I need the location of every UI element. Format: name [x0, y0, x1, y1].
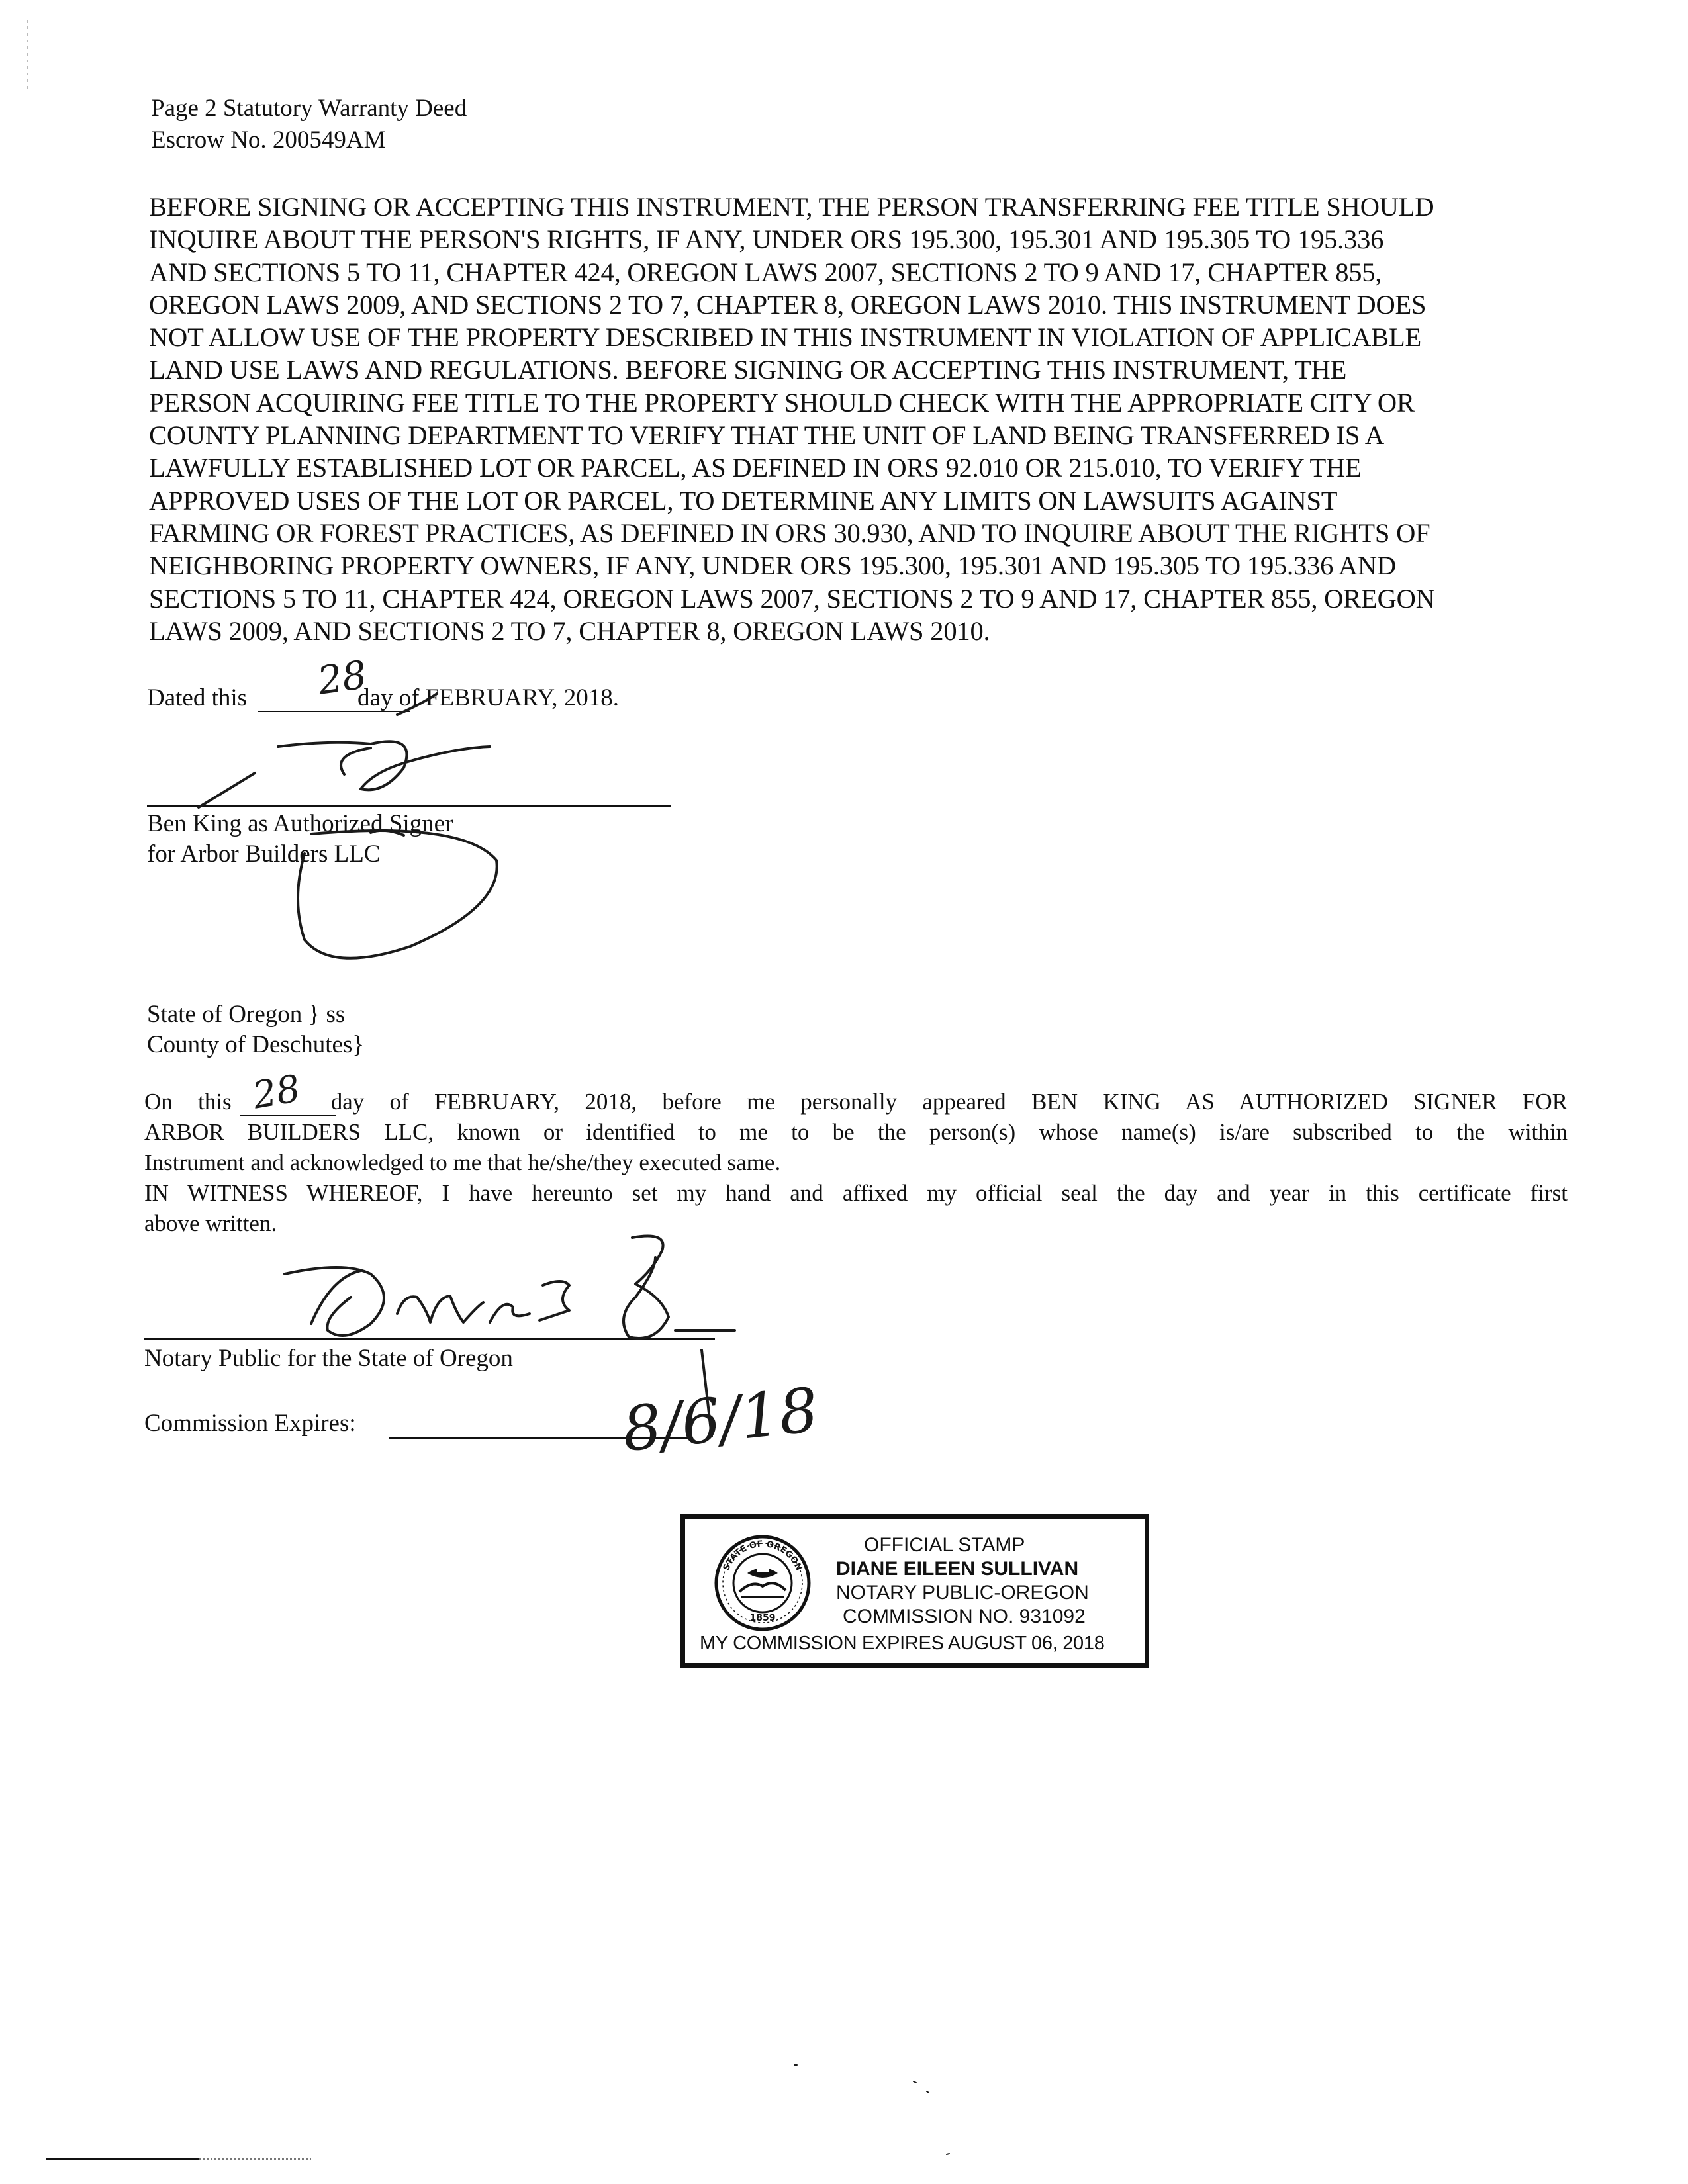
ben-signature-stroke [361, 741, 490, 790]
ack-line-4: IN WITNESS WHEREOF, I have hereunto set my hand and affixed my official seal the day and year in this certificate first [144, 1180, 1568, 1206]
statute-line: LAWFULLY ESTABLISHED LOT OR PARCEL, AS DEFINED IN ORS 92.010 OR 215.010, TO VERIFY THE [149, 453, 1362, 483]
signer-entity: for Arbor Builders LLC [147, 841, 381, 868]
statute-line: APPROVED USES OF THE LOT OR PARCEL, TO DETERMINE ANY LIMITS ON LAWSUITS AGAINST [149, 485, 1338, 516]
statute-line: OREGON LAWS 2009, AND SECTIONS 2 TO 7, CHAPTER 8, OREGON LAWS 2010. THIS INSTRUMENT DOES [149, 289, 1427, 320]
statute-line: AND SECTIONS 5 TO 11, CHAPTER 424, OREGON LAWS 2007, SECTIONS 2 TO 9 AND 17, CHAPTER 855, [149, 257, 1382, 287]
statute-line: LAND USE LAWS AND REGULATIONS. BEFORE SIGNING OR ACCEPTING THIS INSTRUMENT, THE [149, 355, 1347, 385]
stamp-role: NOTARY PUBLIC-OREGON [836, 1582, 1089, 1604]
official-stamp [680, 1514, 1149, 1668]
escrow-number: Escrow No. 200549AM [151, 126, 386, 154]
statute-line: PERSON ACQUIRING FEE TITLE TO THE PROPERTY SHOULD CHECK WITH THE APPROPRIATE CITY OR [149, 387, 1415, 418]
statute-line: COUNTY PLANNING DEPARTMENT TO VERIFY THAT THE UNIT OF LAND BEING TRANSFERRED IS A [149, 420, 1384, 451]
scan-speck [794, 2065, 949, 2154]
ack-line-3: Instrument and acknowledged to me that he/she/they executed same. [144, 1150, 781, 1175]
signer-signature-line [147, 805, 671, 807]
acknowledgment [144, 1087, 1568, 1239]
notary-signature-stroke [397, 1296, 483, 1322]
statute-line: NOT ALLOW USE OF THE PROPERTY DESCRIBED IN THIS INSTRUMENT IN VIOLATION OF APPLICABLE [149, 322, 1422, 353]
dated-day-handwritten: 28 [314, 652, 370, 704]
dated-suffix: day of FEBRUARY, 2018. [357, 684, 620, 711]
stamp-commission-no: COMMISSION NO. 931092 [843, 1606, 1086, 1627]
commission-label: Commission Expires: [144, 1410, 356, 1437]
notary-signature-line [144, 1338, 715, 1340]
notary-signature-stroke [490, 1304, 530, 1322]
venue-county: County of Deschutes} [147, 1031, 365, 1058]
seal-text-top: STATE OF OREGON [721, 1539, 804, 1572]
statute-line: SECTIONS 5 TO 11, CHAPTER 424, OREGON LAWS 2007, SECTIONS 2 TO 9 AND 17, CHAPTER 855, OREGON [149, 583, 1435, 614]
statute-line: FARMING OR FOREST PRACTICES, AS DEFINED IN ORS 30.930, AND TO INQUIRE ABOUT THE RIGHTS OF [149, 518, 1430, 548]
stamp-expires: MY COMMISSION EXPIRES AUGUST 06, 2018 [700, 1633, 1105, 1654]
stamp-notary-name: DIANE EILEEN SULLIVAN [836, 1558, 1079, 1580]
ack-day-line [240, 1115, 336, 1116]
notary-signature-stroke [539, 1281, 569, 1320]
page-title: Page 2 Statutory Warranty Deed [151, 95, 467, 122]
notary-signature-stroke [311, 1271, 361, 1324]
statutory-notice [149, 191, 1572, 647]
dated-prefix: Dated this [147, 684, 248, 711]
ack-on-this: On this [144, 1089, 232, 1115]
ack-day-handwritten: 28 [249, 1067, 304, 1118]
ben-signature-stroke [199, 773, 255, 807]
statute-line: NEIGHBORING PROPERTY OWNERS, IF ANY, UNDER ORS 195.300, 195.301 AND 195.305 TO 195.336 AND [149, 551, 1396, 581]
statute-line: INQUIRE ABOUT THE PERSON'S RIGHTS, IF ANY, UNDER ORS 195.300, 195.301 AND 195.305 TO 195.336 [149, 224, 1384, 255]
seal-year: 1859 [749, 1613, 776, 1623]
statute-line: LAWS 2009, AND SECTIONS 2 TO 7, CHAPTER 8, OREGON LAWS 2010. [149, 615, 990, 646]
ben-signature-stroke [278, 743, 371, 747]
ack-line-5: above written. [144, 1210, 277, 1236]
ack-line-2: ARBOR BUILDERS LLC, known or identified to me to be the person(s) whose name(s) is/are subscribed to the within [144, 1119, 1568, 1145]
stamp-title: OFFICIAL STAMP [864, 1534, 1025, 1556]
notary-signature-stroke [624, 1236, 669, 1339]
signer-name: Ben King as Authorized Signer [147, 810, 453, 837]
ack-line-1-rest: day of FEBRUARY, 2018, before me personally appeared BEN KING AS AUTHORIZED SIGNER FOR [330, 1089, 1568, 1115]
venue-state: State of Oregon } ss [147, 1001, 346, 1028]
statute-line: BEFORE SIGNING OR ACCEPTING THIS INSTRUMENT, THE PERSON TRANSFERRING FEE TITLE SHOULD [149, 192, 1434, 222]
ack-line-1 [144, 1087, 1568, 1117]
notary-signature-stroke [285, 1267, 384, 1336]
notary-label: Notary Public for the State of Oregon [144, 1345, 513, 1372]
ben-signature-stroke [341, 748, 371, 774]
commission-date-handwritten: 8/6/18 [619, 1374, 821, 1466]
